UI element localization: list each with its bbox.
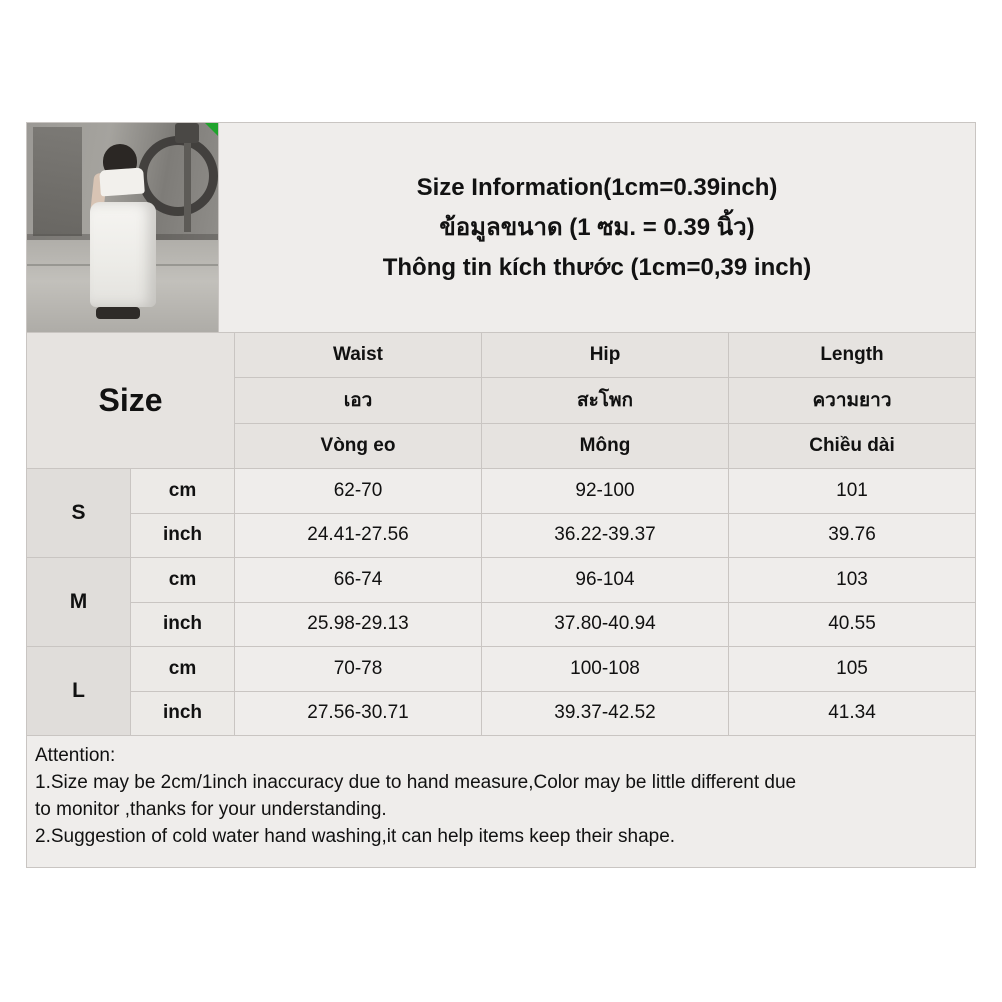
value-length-cm: 105 — [729, 647, 975, 691]
value-hip-inch: 37.80-40.94 — [482, 603, 729, 647]
col-waist-en: Waist — [235, 333, 482, 377]
unit-row-cm — [131, 647, 975, 692]
table-row — [27, 558, 975, 647]
attention-heading: Attention: — [35, 745, 116, 766]
size-chart — [26, 122, 976, 868]
value-length-cm: 103 — [729, 558, 975, 602]
value-waist-inch: 24.41-27.56 — [235, 514, 482, 558]
size-values-m — [131, 558, 975, 646]
value-hip-cm: 96-104 — [482, 558, 729, 602]
value-length-inch: 40.55 — [729, 603, 975, 647]
size-label-l: L — [27, 647, 131, 735]
photo-model-pants — [90, 202, 156, 307]
value-hip-inch: 36.22-39.37 — [482, 514, 729, 558]
size-values-s — [131, 469, 975, 557]
size-values-l — [131, 647, 975, 735]
unit-row-inch — [131, 603, 975, 647]
column-header-row-vi — [235, 424, 975, 468]
attention-line-3: 2.Suggestion of cold water hand washing,it can help items keep their shape. — [35, 826, 676, 847]
column-header-row-en — [235, 333, 975, 378]
unit-label-inch: inch — [131, 692, 235, 736]
col-length-vi: Chiều dài — [729, 424, 975, 468]
unit-label-inch: inch — [131, 603, 235, 647]
value-length-inch: 39.76 — [729, 514, 975, 558]
unit-label-cm: cm — [131, 558, 235, 602]
title-line-vi: Thông tin kích thước (1cm=0,39 inch) — [382, 253, 812, 281]
photo-model-top — [99, 167, 145, 196]
unit-label-cm: cm — [131, 469, 235, 513]
col-hip-th: สะโพก — [482, 378, 729, 422]
title-line-en: Size Information(1cm=0.39inch) — [416, 173, 778, 201]
photo-background — [27, 123, 218, 332]
chart-header-row — [27, 123, 975, 333]
size-rows — [27, 469, 975, 736]
unit-row-cm — [131, 558, 975, 603]
value-hip-cm: 100-108 — [482, 647, 729, 691]
col-length-en: Length — [729, 333, 975, 377]
col-waist-th: เอว — [235, 378, 482, 422]
unit-row-inch — [131, 692, 975, 736]
column-header-band — [27, 333, 975, 469]
value-hip-inch: 39.37-42.52 — [482, 692, 729, 736]
attention-line-1: 1.Size may be 2cm/1inch inaccuracy due to hand measure,Color may be little different due — [35, 772, 797, 793]
value-waist-inch: 27.56-30.71 — [235, 692, 482, 736]
unit-label-inch: inch — [131, 514, 235, 558]
attention-block — [27, 736, 975, 867]
value-length-cm: 101 — [729, 469, 975, 513]
size-header-label: Size — [27, 333, 235, 468]
photo-model-shoes — [96, 307, 140, 319]
column-header-row-th — [235, 378, 975, 423]
value-waist-cm: 66-74 — [235, 558, 482, 602]
table-row — [27, 647, 975, 736]
value-waist-cm: 70-78 — [235, 647, 482, 691]
col-waist-vi: Vòng eo — [235, 424, 482, 468]
column-header-rows — [235, 333, 975, 468]
photo-pole — [184, 131, 191, 231]
value-hip-cm: 92-100 — [482, 469, 729, 513]
unit-label-cm: cm — [131, 647, 235, 691]
size-label-s: S — [27, 469, 131, 557]
title-line-th: ข้อมูลขนาด (1 ซม. = 0.39 นิ้ว) — [439, 213, 755, 241]
value-length-inch: 41.34 — [729, 692, 975, 736]
unit-row-inch — [131, 514, 975, 558]
col-hip-vi: Mông — [482, 424, 729, 468]
product-photo — [27, 123, 219, 332]
green-corner-marker — [205, 123, 218, 136]
value-waist-inch: 25.98-29.13 — [235, 603, 482, 647]
photo-door — [33, 127, 83, 236]
table-row — [27, 469, 975, 558]
col-length-th: ความยาว — [729, 378, 975, 422]
value-waist-cm: 62-70 — [235, 469, 482, 513]
title-block — [219, 123, 975, 332]
attention-line-2: to monitor ,thanks for your understanding. — [35, 799, 387, 820]
size-label-m: M — [27, 558, 131, 646]
unit-row-cm — [131, 469, 975, 514]
col-hip-en: Hip — [482, 333, 729, 377]
